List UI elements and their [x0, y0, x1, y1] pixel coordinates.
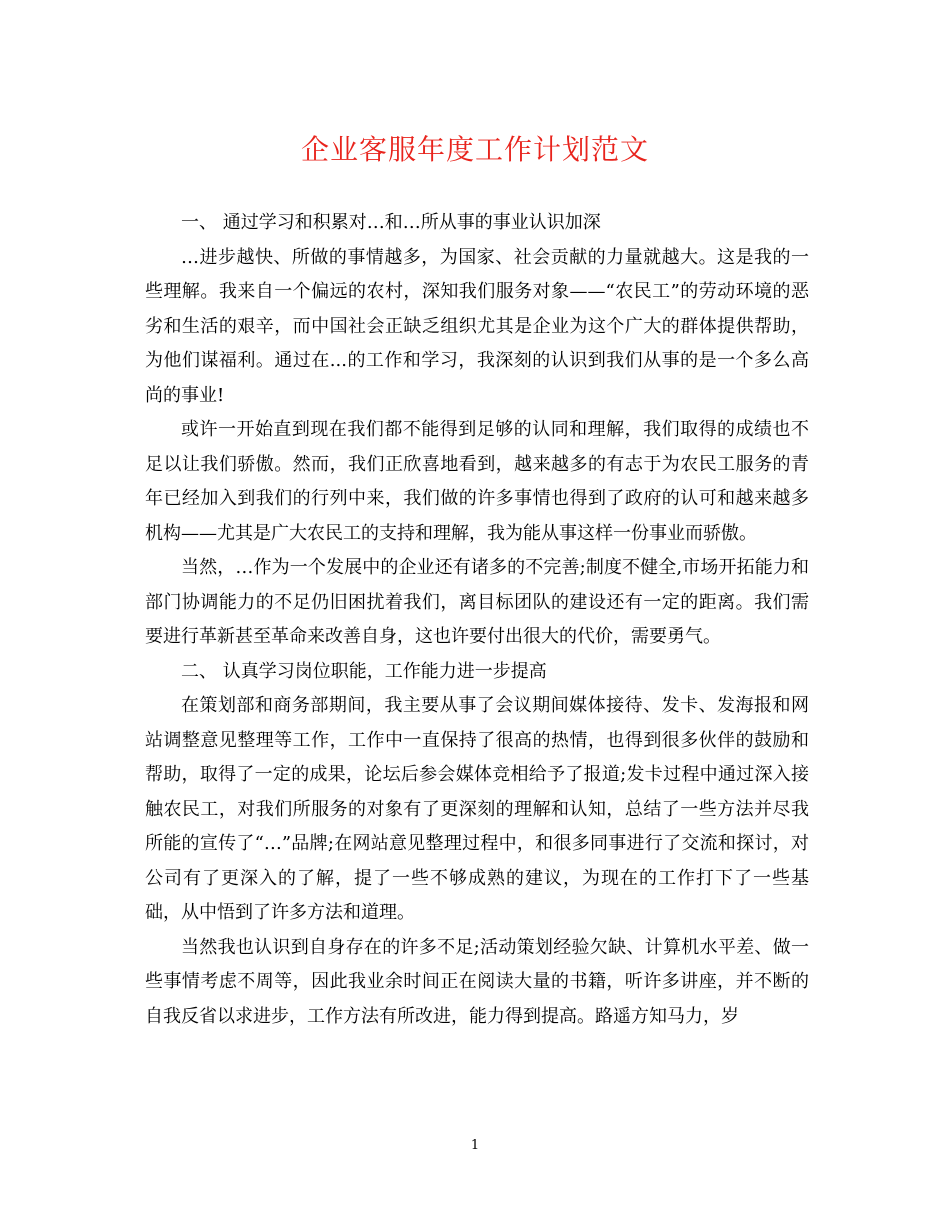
- paragraph: 或许一开始直到现在我们都不能得到足够的认同和理解，我们取得的成绩也不足以让我们骄傲。然而，我们正欣喜地看到，越来越多的有志于为农民工服务的青年已经加入到我们的行列中来，我们做的许多事情也得到了政府的认可和越来越多机构——尤其是广大农民工的支持和理解，我为能从事这样一份事业而骄傲。: [145, 419, 809, 544]
- document-title: 企业客服年度工作计划范文: [300, 133, 649, 166]
- paragraph: 当然我也认识到自身存在的许多不足;活动策划经验欠缺、计算机水平差、做一些事情考虑不周等，因此我业余时间正在阅读大量的书籍，听许多讲座，并不断的自我反省以求进步，工作方法有所改进，能力得到提高。路遥方知马力，岁: [145, 936, 809, 1027]
- page-number: 1: [470, 1138, 480, 1153]
- paragraph: 当然，…作为一个发展中的企业还有诸多的不完善;制度不健全,市场开拓能力和部门协调能力的不足仍旧困扰着我们，离目标团队的建设还有一定的距离。我们需要进行革新甚至革命来改善自身，这也许要付出很大的代价，需要勇气。: [145, 557, 809, 647]
- heading-section-two: 二、 认真学习岗位职能，工作能力进一步提高: [181, 660, 547, 682]
- paragraph: 在策划部和商务部期间，我主要从事了会议期间媒体接待、发卡、发海报和网站调整意见整理等工作，工作中一直保持了很高的热情，也得到很多伙伴的鼓励和帮助，取得了一定的成果，论坛后参会媒体竞相给予了报道;发卡过程中通过深入接触农民工，对我们所服务的对象有了更深刻的理解和认知，总结了一些方法并尽我所能的宣传了“…”品牌;在网站意见整理过程中，和很多同事进行了交流和探讨，对公司有了更深入的了解，提了一些不够成熟的建议，为现在的工作打下了一些基础，从中悟到了许多方法和道理。: [145, 695, 809, 923]
- heading-section-one: 一、 通过学习和积累对…和…所从事的事业认识加深: [181, 212, 601, 233]
- document-body: [145, 206, 809, 1034]
- paragraph: …进步越快、所做的事情越多，为国家、社会贡献的力量就越大。这是我的一些理解。我来自一个偏远的农村，深知我们服务对象——“农民工”的劳动环境的恶劣和生活的艰辛，而中国社会正缺乏组织尤其是企业为这个广大的群体提供帮助，为他们谋福利。通过在...的工作和学习，我深刻的认识到我们从事的是一个多么高尚的事业!: [145, 246, 809, 406]
